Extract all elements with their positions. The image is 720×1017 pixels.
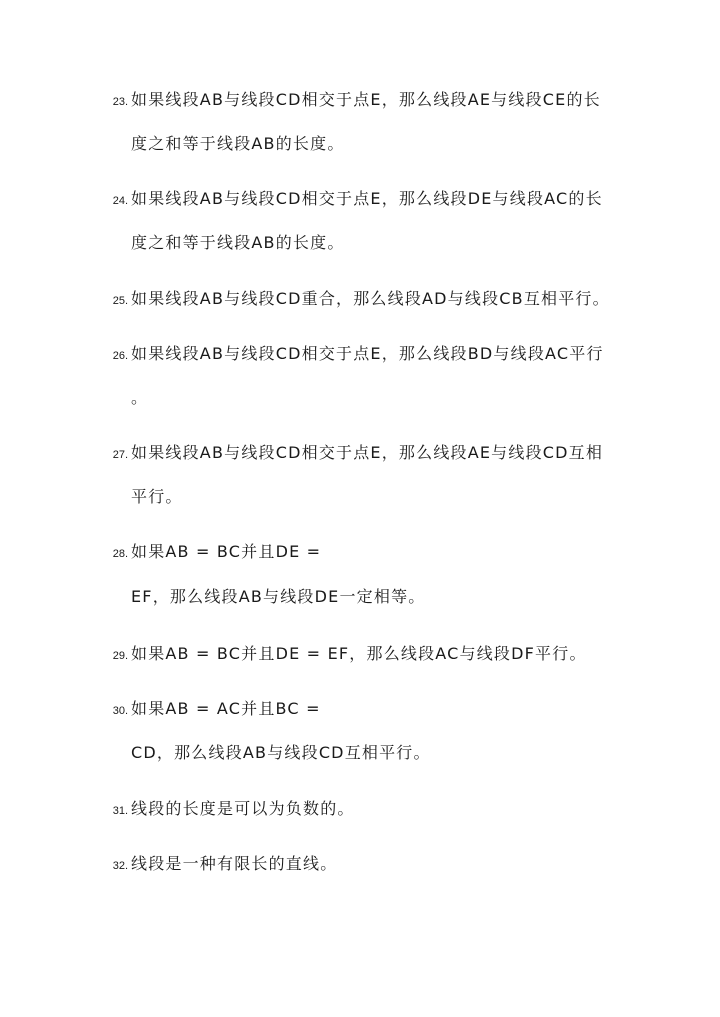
item-23-line-2 — [0, 134, 345, 154]
item-number: 24. — [112, 195, 128, 207]
item-30-line-1 — [0, 699, 321, 721]
item-23-line-1 — [0, 90, 601, 112]
item-text: 如果线段AB与线段CD相交于点E，那么线段AE与线段CE的长 — [131, 90, 601, 109]
item-text-continuation: 平行。 — [131, 487, 183, 506]
item-text: 如果线段AB与线段CD重合，那么线段AD与线段CB互相平行。 — [131, 289, 610, 308]
item-28-line-2 — [0, 587, 425, 607]
item-24-line-1 — [0, 189, 603, 211]
item-text-continuation: 度之和等于线段AB的长度。 — [131, 233, 345, 252]
item-number: 26. — [112, 350, 128, 362]
item-text: 如果AB = AC并且BC = — [131, 699, 321, 718]
item-number: 30. — [112, 705, 128, 717]
item-text-continuation: CD，那么线段AB与线段CD互相平行。 — [131, 743, 431, 762]
item-text: 线段是一种有限长的直线。 — [131, 854, 338, 873]
item-text: 如果线段AB与线段CD相交于点E，那么线段BD与线段AC平行 — [131, 344, 604, 363]
item-text-continuation: 度之和等于线段AB的长度。 — [131, 134, 345, 153]
item-text-continuation: 。 — [131, 388, 149, 407]
item-28-line-1 — [0, 542, 321, 564]
item-number: 27. — [112, 449, 128, 461]
item-27-line-1 — [0, 443, 603, 465]
item-26-line-1 — [0, 344, 604, 366]
item-text: 如果AB = BC并且DE = EF，那么线段AC与线段DF平行。 — [131, 644, 587, 663]
item-24-line-2 — [0, 233, 345, 253]
item-27-line-2 — [0, 487, 183, 507]
item-number: 28. — [112, 548, 128, 560]
item-number: 29. — [112, 650, 128, 662]
item-26-line-2 — [0, 388, 148, 408]
item-32-line-1 — [0, 854, 337, 876]
item-text: 如果AB = BC并且DE = — [131, 542, 322, 561]
item-text: 线段的长度是可以为负数的。 — [131, 799, 355, 818]
item-text-continuation: EF，那么线段AB与线段DE一定相等。 — [131, 587, 426, 606]
item-text: 如果线段AB与线段CD相交于点E，那么线段AE与线段CD互相 — [131, 443, 604, 462]
item-number: 31. — [112, 805, 128, 817]
item-number: 32. — [112, 860, 128, 872]
item-31-line-1 — [0, 799, 355, 821]
item-text: 如果线段AB与线段CD相交于点E，那么线段DE与线段AC的长 — [131, 189, 603, 208]
item-30-line-2 — [0, 743, 431, 763]
item-number: 25. — [112, 295, 128, 307]
item-25-line-1 — [0, 289, 610, 311]
item-29-line-1 — [0, 644, 587, 666]
item-number: 23. — [112, 96, 128, 108]
